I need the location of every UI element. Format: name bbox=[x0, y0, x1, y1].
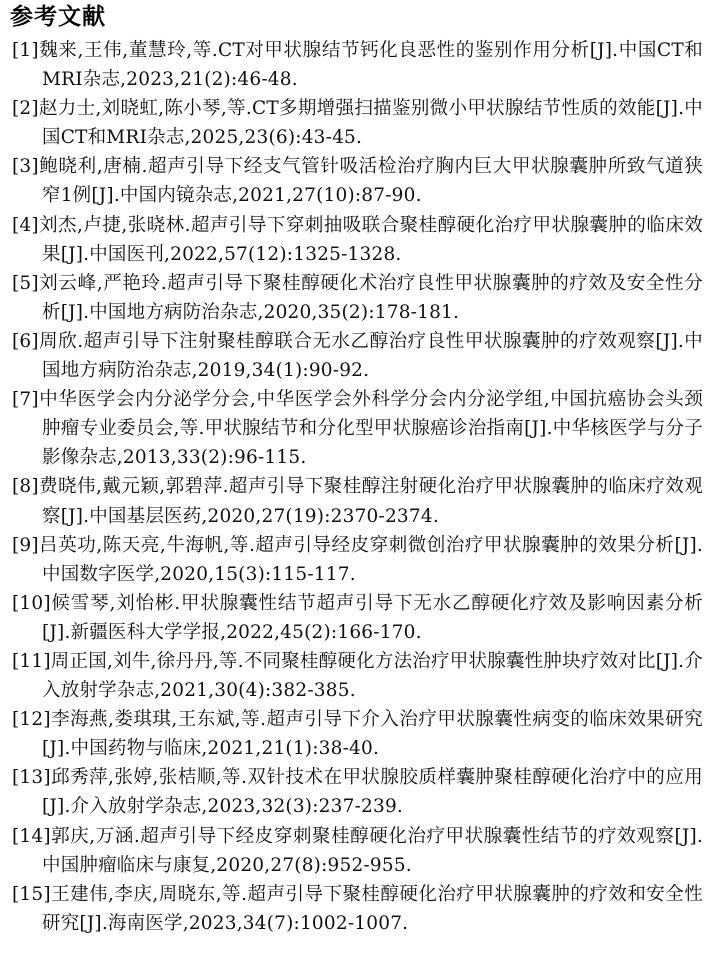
reference-number: [5] bbox=[12, 272, 39, 294]
reference-number: [15] bbox=[12, 883, 51, 905]
reference-item bbox=[0, 152, 717, 210]
reference-number: [10] bbox=[12, 592, 51, 614]
reference-number: [6] bbox=[12, 330, 39, 352]
reference-item bbox=[0, 385, 717, 472]
reference-number: [4] bbox=[12, 214, 39, 236]
reference-text: 刘杰,卢捷,张晓林.超声引导下穿刺抽吸联合聚桂醇硬化治疗甲状腺囊肿的临床效果[J].中国医刊,2022,57(12):1325-1328. bbox=[38, 214, 703, 265]
reference-text: 周欣.超声引导下注射聚桂醇联合无水乙醇治疗良性甲状腺囊肿的疗效观察[J].中国地方病防治杂志,2019,34(1):90-92. bbox=[38, 330, 703, 382]
reference-text: 邱秀萍,张婷,张桔顺,等.双针技术在甲状腺胶质样囊肿聚桂醇硬化治疗中的应用[J].介入放射学杂志,2023,32(3):237-239. bbox=[42, 767, 703, 818]
reference-text: 王建伟,李庆,周晓东,等.超声引导下聚桂醇硬化治疗甲状腺囊肿的疗效和安全性研究[J].海南医学,2023,34(7):1002-1007. bbox=[42, 883, 703, 934]
reference-item bbox=[0, 531, 717, 589]
reference-number: [1] bbox=[12, 40, 39, 61]
reference-text: 鲍晓利,唐楠.超声引导下经支气管针吸活检治疗胸内巨大甲状腺囊肿所致气道狭窄1例[J].中国内镜杂志,2021,27(10):87-90. bbox=[38, 156, 703, 207]
reference-item bbox=[0, 763, 717, 821]
reference-item bbox=[0, 880, 717, 938]
reference-text: 魏来,王伟,董慧玲,等.CT对甲状腺结节钙化良恶性的鉴别作用分析[J].中国CT和MRI杂志,2023,21(2):46-48. bbox=[38, 40, 703, 91]
reference-item bbox=[0, 705, 717, 763]
reference-text: 刘云峰,严艳玲.超声引导下聚桂醇硬化术治疗良性甲状腺囊肿的疗效及安全性分析[J].中国地方病防治杂志,2020,35(2):178-181. bbox=[38, 272, 703, 323]
reference-number: [3] bbox=[12, 156, 39, 178]
reference-number: [13] bbox=[12, 767, 51, 789]
references-heading: 参考文献 bbox=[10, 4, 106, 30]
reference-text: 李海燕,娄琪琪,王东斌,等.超声引导下介入治疗甲状腺囊性病变的临床效果研究[J].中国药物与临床,2021,21(1):38-40. bbox=[42, 709, 703, 760]
reference-item bbox=[0, 647, 717, 705]
reference-text: 费晓伟,戴元颖,郭碧萍.超声引导下聚桂醇注射硬化治疗甲状腺囊肿的临床疗效观察[J].中国基层医药,2020,27(19):2370-2374. bbox=[38, 476, 703, 527]
reference-text: 周正国,刘牛,徐丹丹,等.不同聚桂醇硬化方法治疗甲状腺囊性肿块疗效对比[J].介入放射学杂志,2021,30(4):382-385. bbox=[42, 650, 703, 702]
reference-item bbox=[0, 269, 717, 327]
reference-text: 吕英功,陈天亮,牛海帆,等.超声引导经皮穿刺微创治疗甲状腺囊肿的效果分析[J].中国数字医学,2020,15(3):115-117. bbox=[38, 534, 703, 585]
reference-list bbox=[0, 36, 717, 938]
reference-item bbox=[0, 211, 717, 269]
reference-item bbox=[0, 327, 717, 385]
reference-item bbox=[0, 472, 717, 530]
reference-text: 郭庆,万涵.超声引导下经皮穿刺聚桂醇硬化治疗甲状腺囊性结节的疗效观察[J].中国肿瘤临床与康复,2020,27(8):952-955. bbox=[42, 825, 703, 876]
reference-item bbox=[0, 36, 717, 94]
reference-number: [9] bbox=[12, 534, 39, 556]
reference-text: 赵力士,刘晓虹,陈小琴,等.CT多期增强扫描鉴别微小甲状腺结节性质的效能[J].中国CT和MRI杂志,2025,23(6):43-45. bbox=[38, 98, 703, 149]
reference-number: [12] bbox=[12, 709, 51, 731]
reference-number: [2] bbox=[12, 98, 39, 120]
reference-item bbox=[0, 589, 717, 647]
reference-text: 中华医学会内分泌学分会,中华医学会外科学分会内分泌学组,中国抗癌协会头颈肿瘤专业委员会,等.甲状腺结节和分化型甲状腺癌诊治指南[J].中华核医学与分子影像杂志,2013,33(2):96-115. bbox=[38, 389, 703, 469]
reference-number: [8] bbox=[12, 476, 39, 498]
reference-item bbox=[0, 94, 717, 152]
reference-number: [7] bbox=[12, 389, 39, 411]
reference-text: 候雪琴,刘怡彬.甲状腺囊性结节超声引导下无水乙醇硬化疗效及影响因素分析[J].新疆医科大学学报,2022,45(2):166-170. bbox=[42, 592, 703, 643]
reference-item bbox=[0, 822, 717, 880]
reference-number: [11] bbox=[12, 650, 51, 672]
reference-number: [14] bbox=[12, 825, 51, 847]
